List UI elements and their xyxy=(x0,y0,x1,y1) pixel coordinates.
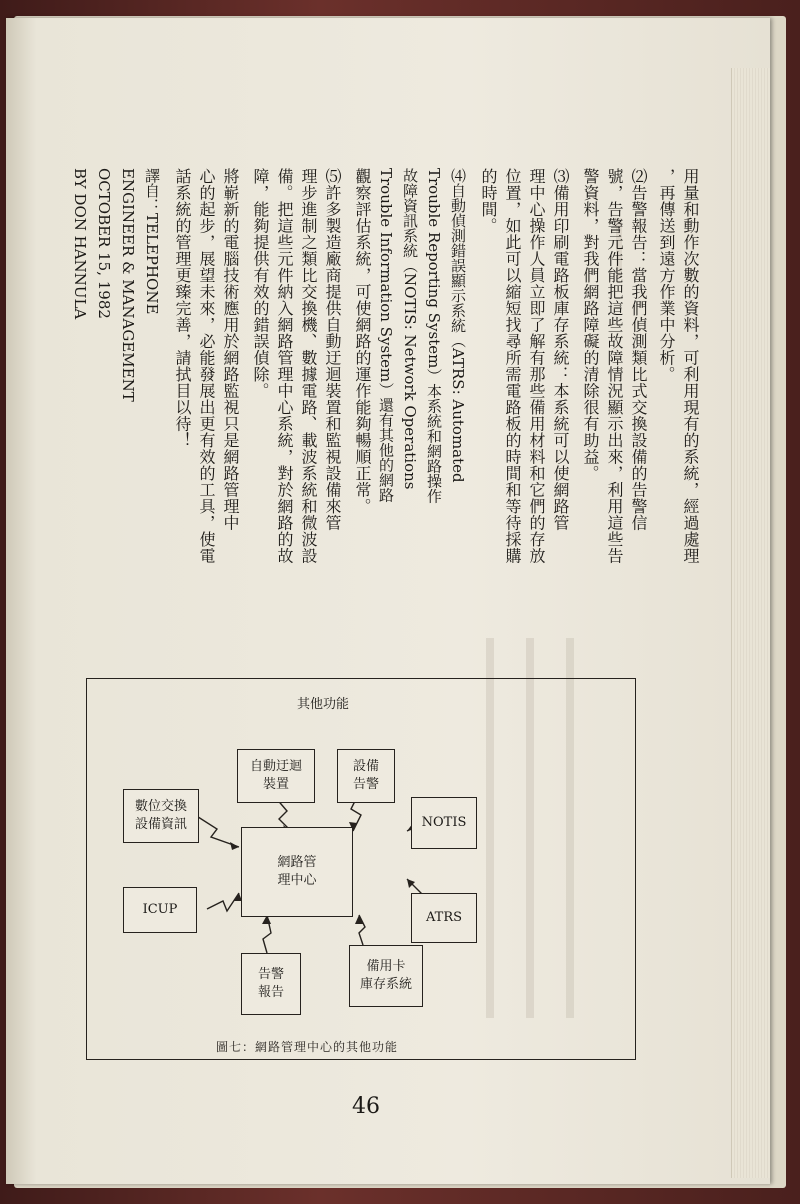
equipment-alarm-box: 設備 告警 xyxy=(337,749,395,803)
arrow-digital xyxy=(195,815,239,847)
page-edges xyxy=(731,68,770,1178)
figure-caption: 圖七：網路管理中心的其他功能 xyxy=(216,1040,399,1054)
text-column: ⑶備用印刷電路板庫存系統：本系統可以使網路管 xyxy=(551,168,570,531)
page-number: 46 xyxy=(352,1094,380,1119)
spare-card-inventory-box: 備用卡 庫存系統 xyxy=(349,945,423,1007)
attribution-line: BY DON HANNULA xyxy=(71,168,89,320)
arrow-icup xyxy=(207,893,239,911)
notis-box: NOTIS xyxy=(411,797,477,849)
text-column: ⑵告警報告：當我們偵測類比式交換設備的告警信 xyxy=(629,168,648,531)
body-text xyxy=(66,168,706,668)
attribution-line: 譯自：TELEPHONE xyxy=(143,168,161,315)
text-column: 理步進制之類比交換機、數據電路、載波系統和微波設 xyxy=(299,168,318,564)
attribution-line: ENGINEER & MANAGEMENT xyxy=(119,168,137,402)
auto-reroute-box: 自動迂迴 裝置 xyxy=(237,749,315,803)
text-column: ⑷自動偵測錯誤顯示系統（ATRS: Automated xyxy=(449,168,467,483)
text-column: 警資料，對我們網路障礙的清除很有助益。 xyxy=(581,168,600,482)
diagram-header: 其他功能 xyxy=(297,697,350,712)
text-column: 用量和動作次數的資料，可利用現有的系統，經過處理 xyxy=(681,168,700,564)
figure-diagram xyxy=(86,678,636,1060)
text-column: 號，告警元件能把這些故障情況顯示出來，利用這些告 xyxy=(605,168,624,564)
text-column: 觀察評估系統，可使網路的運作能夠暢順正常。 xyxy=(353,168,372,515)
text-column: Trouble Reporting System）本系統和網路操作 xyxy=(425,168,443,504)
text-column: 的時間。 xyxy=(479,168,498,234)
text-column: 理中心操作人員立即了解有那些備用材料和它們的存放 xyxy=(527,168,546,564)
book-page xyxy=(6,18,770,1184)
icup-box: ICUP xyxy=(123,887,197,933)
text-column: ，再傳送到遠方作業中分析。 xyxy=(657,168,676,383)
alarm-report-box: 告警 報告 xyxy=(241,953,301,1015)
text-column: ⑸許多製造廠商提供自動迂迴裝置和監視設備來管 xyxy=(323,168,342,531)
text-column: 話系統的管理更臻完善，請拭目以待！ xyxy=(173,168,192,449)
text-column: 將嶄新的電腦技術應用於網路監視只是網路管理中 xyxy=(221,168,240,531)
network-management-center-box: 網路管 理中心 xyxy=(241,827,353,917)
attribution-line: OCTOBER 15, 1982 xyxy=(95,168,113,319)
digital-switch-info-box: 數位交換 設備資訊 xyxy=(123,789,199,843)
text-column: 障，能夠提供有效的錯誤偵除。 xyxy=(251,168,270,399)
text-column: Trouble Information System）還有其他的網路 xyxy=(377,168,395,503)
text-column: 故障資訊系統（NOTIS: Network Operations xyxy=(401,168,419,490)
text-column: 心的起步，展望未來，必能發展出更有效的工具，使電 xyxy=(197,168,216,564)
text-column: 位置，如此可以縮短找尋所需電路板的時間和等待採購 xyxy=(503,168,522,564)
atrs-box: ATRS xyxy=(411,893,477,943)
text-column: 備。把這些元件納入網路管理中心系統，對於網路的故 xyxy=(275,168,294,564)
